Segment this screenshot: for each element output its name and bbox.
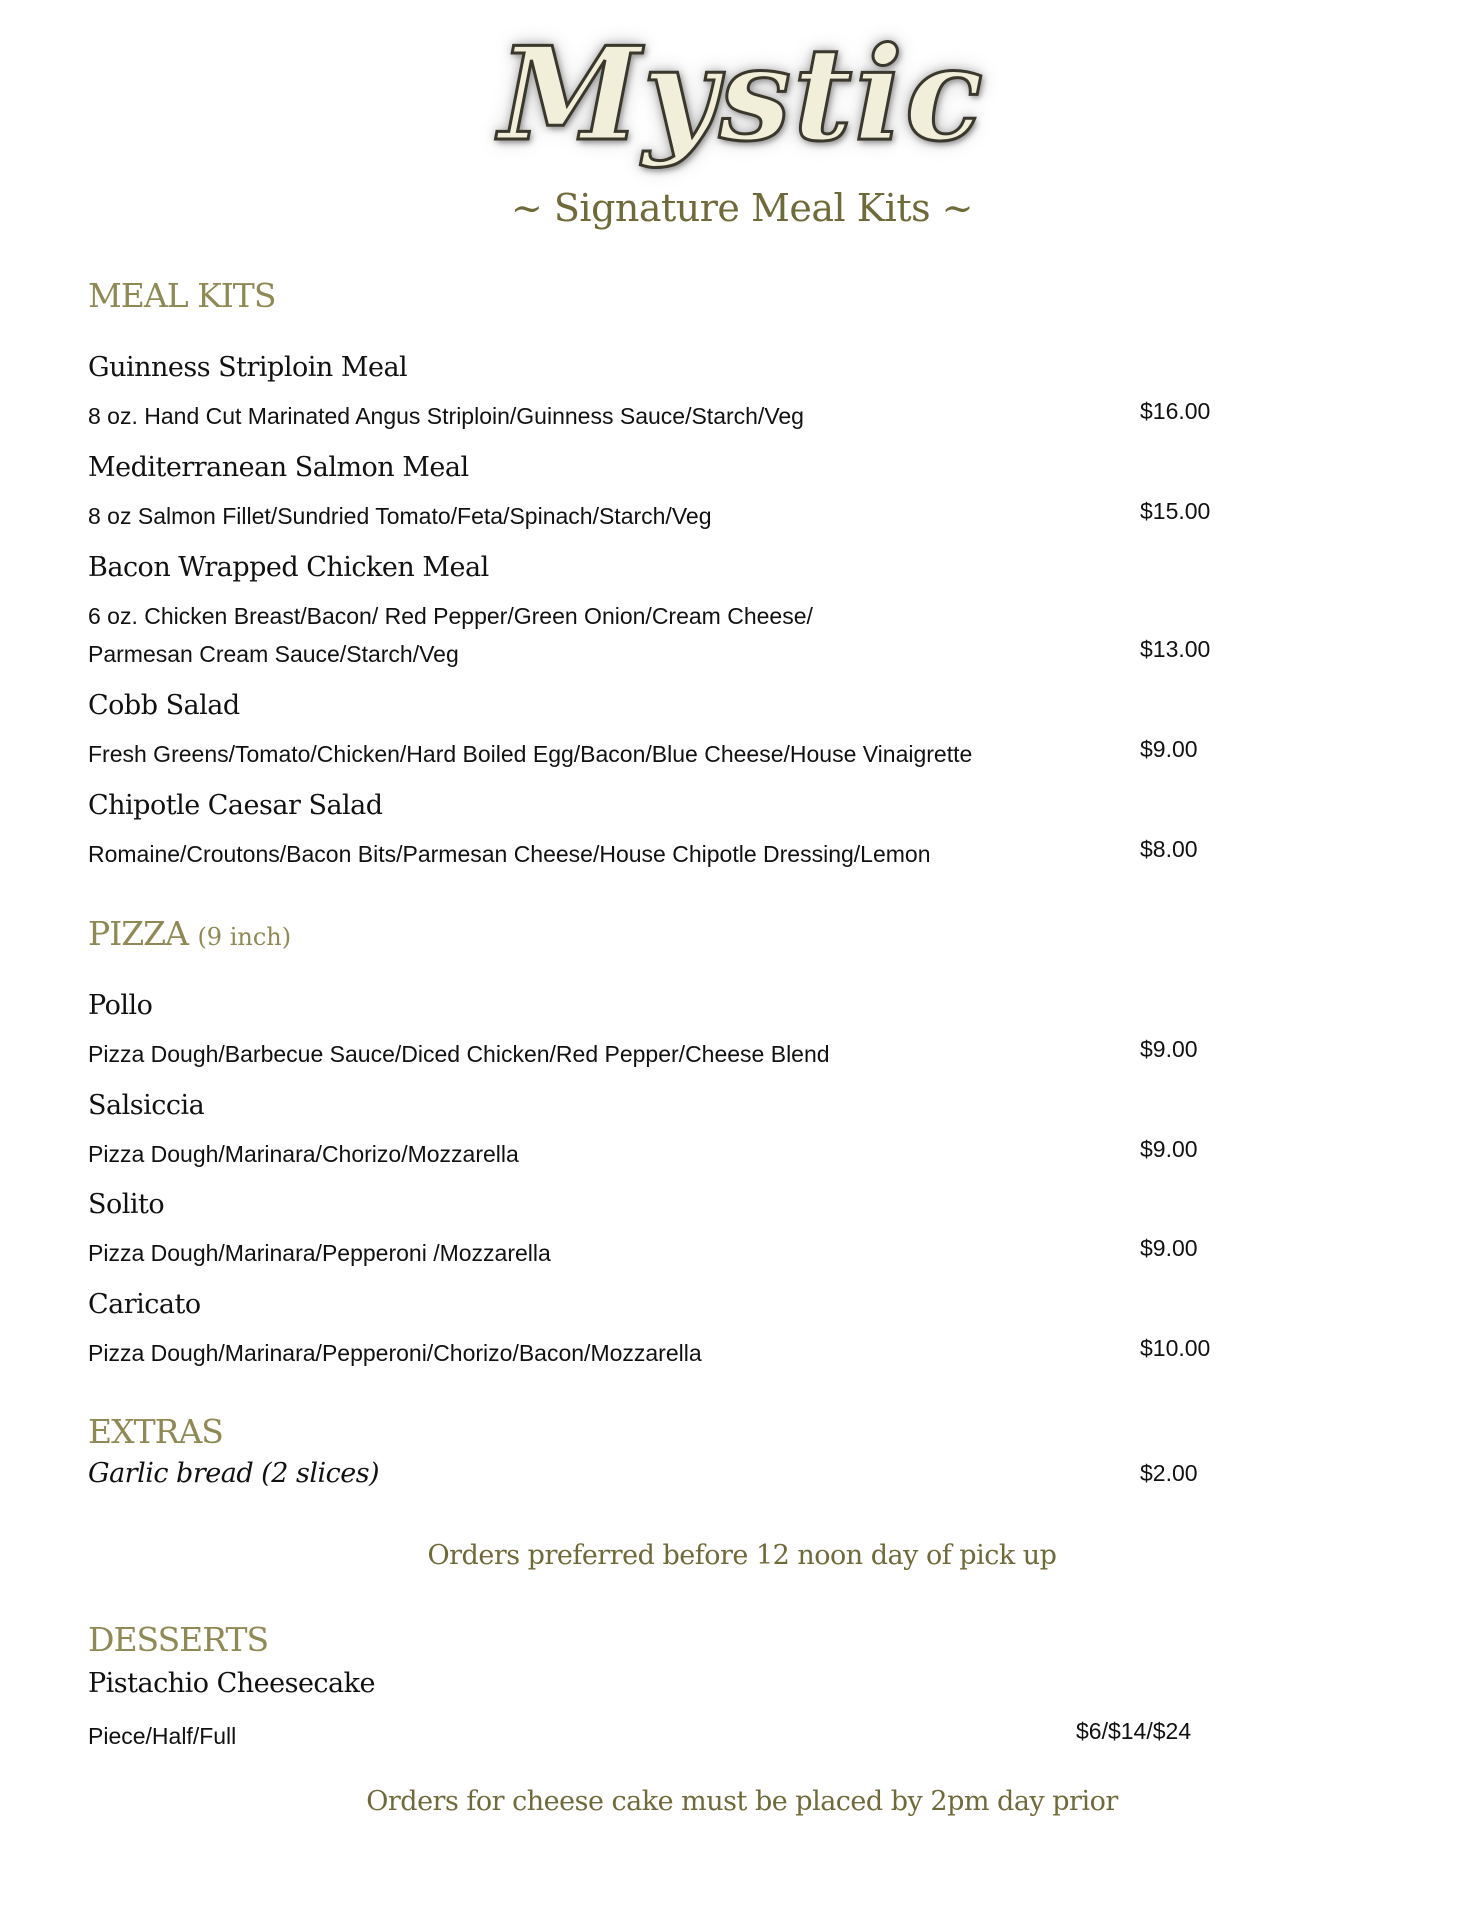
section-title-pizza bbox=[88, 914, 291, 953]
item-price-pollo: $9.00 bbox=[1140, 1036, 1198, 1062]
section-title-extras: EXTRAS bbox=[88, 1412, 223, 1451]
item-price-solito: $9.00 bbox=[1140, 1235, 1198, 1261]
item-price-guinness-striploin: $16.00 bbox=[1140, 398, 1211, 424]
item-name-solito: Solito bbox=[88, 1189, 165, 1220]
item-desc-chipotle-caesar: Romaine/Croutons/Bacon Bits/Parmesan Cheese/House Chipotle Dressing/Lemon bbox=[88, 841, 931, 867]
item-desc-cobb-salad: Fresh Greens/Tomato/Chicken/Hard Boiled Egg/Bacon/Blue Cheese/House Vinaigrette bbox=[88, 741, 973, 767]
item-price-pistachio-cheesecake: $6/$14/$24 bbox=[1076, 1718, 1192, 1744]
item-desc-pistachio-cheesecake: Piece/Half/Full bbox=[88, 1723, 237, 1749]
item-name-guinness-striploin: Guinness Striploin Meal bbox=[88, 352, 408, 383]
item-price-chipotle-caesar: $8.00 bbox=[1140, 836, 1198, 862]
item-name-chipotle-caesar: Chipotle Caesar Salad bbox=[88, 790, 383, 821]
item-price-garlic-bread: $2.00 bbox=[1140, 1460, 1198, 1486]
item-price-cobb-salad: $9.00 bbox=[1140, 736, 1198, 762]
item-name-cobb-salad: Cobb Salad bbox=[88, 690, 240, 721]
item-desc-bacon-wrapped-chicken-line1: 6 oz. Chicken Breast/Bacon/ Red Pepper/Green Onion/Cream Cheese/ bbox=[88, 603, 813, 629]
mystic-logo: Mystic bbox=[499, 20, 985, 170]
item-desc-salsiccia: Pizza Dough/Marinara/Chorizo/Mozzarella bbox=[88, 1141, 519, 1167]
item-desc-solito: Pizza Dough/Marinara/Pepperoni /Mozzarella bbox=[88, 1240, 551, 1266]
item-name-garlic-bread: Garlic bread (2 slices) bbox=[88, 1458, 380, 1489]
item-desc-pollo: Pizza Dough/Barbecue Sauce/Diced Chicken/Red Pepper/Cheese Blend bbox=[88, 1041, 830, 1067]
item-price-salsiccia: $9.00 bbox=[1140, 1136, 1198, 1162]
item-name-bacon-wrapped-chicken: Bacon Wrapped Chicken Meal bbox=[88, 552, 489, 583]
item-desc-bacon-wrapped-chicken-line2: Parmesan Cream Sauce/Starch/Veg bbox=[88, 641, 459, 667]
item-price-bacon-wrapped-chicken: $13.00 bbox=[1140, 636, 1211, 662]
item-name-caricato: Caricato bbox=[88, 1289, 201, 1320]
item-name-mediterranean-salmon: Mediterranean Salmon Meal bbox=[88, 452, 469, 483]
item-desc-guinness-striploin: 8 oz. Hand Cut Marinated Angus Striploin/Guinness Sauce/Starch/Veg bbox=[88, 403, 804, 429]
desserts-order-note: Orders for cheese cake must be placed by 2pm day prior bbox=[366, 1786, 1118, 1817]
item-price-caricato: $10.00 bbox=[1140, 1335, 1211, 1361]
item-price-mediterranean-salmon: $15.00 bbox=[1140, 498, 1211, 524]
item-name-pollo: Pollo bbox=[88, 990, 153, 1021]
pizza-size-note: (9 inch) bbox=[197, 923, 292, 951]
extras-order-note: Orders preferred before 12 noon day of pick up bbox=[427, 1540, 1057, 1571]
item-name-salsiccia: Salsiccia bbox=[88, 1090, 205, 1121]
item-name-pistachio-cheesecake: Pistachio Cheesecake bbox=[88, 1668, 375, 1699]
section-title-desserts: DESSERTS bbox=[88, 1620, 269, 1659]
menu-subtitle: ~ Signature Meal Kits ~ bbox=[510, 186, 974, 230]
pizza-title-text: PIZZA bbox=[88, 914, 188, 953]
item-desc-caricato: Pizza Dough/Marinara/Pepperoni/Chorizo/Bacon/Mozzarella bbox=[88, 1340, 702, 1366]
item-desc-mediterranean-salmon: 8 oz Salmon Fillet/Sundried Tomato/Feta/Spinach/Starch/Veg bbox=[88, 503, 712, 529]
section-title-meal-kits: MEAL KITS bbox=[88, 276, 276, 315]
